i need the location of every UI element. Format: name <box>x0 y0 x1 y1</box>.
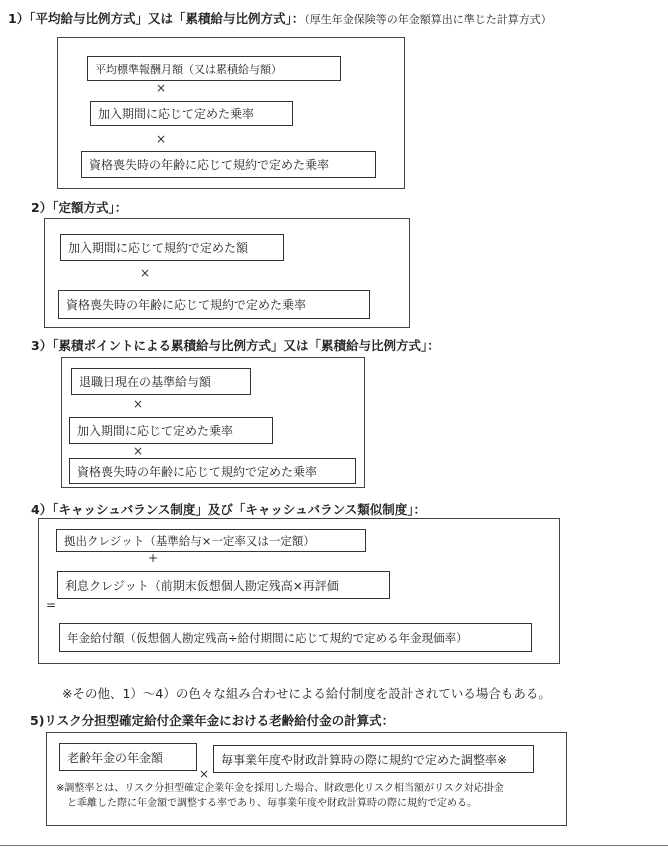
section-3-heading: 3）「累積ポイントによる累積給与比例方式」又は「累積給与比例方式」： <box>31 338 440 353</box>
section-1-heading <box>8 9 552 27</box>
section-3-box-1: 退職日現在の基準給与額 <box>71 368 251 395</box>
section-5-box-1: 老齢年金の年金額 <box>59 743 197 771</box>
multiply-sign: × <box>156 132 167 146</box>
multiply-sign: × <box>156 81 167 95</box>
section-1-box-1: 平均標準報酬月額（又は累積給与額） <box>87 56 341 81</box>
section-1-title: 1）「平均給与比例方式」又は「累積給与比例方式」： <box>8 11 305 26</box>
section-5-heading: 5)リスク分担型確定給付企業年金における老齢給付金の計算式： <box>30 713 395 728</box>
section-2-box-1: 加入期間に応じて規約で定めた額 <box>60 234 284 261</box>
section-1-box-3: 資格喪失時の年齢に応じて規約で定めた乗率 <box>81 151 376 178</box>
remark-text: ※その他、1）～4）の色々な組み合わせによる給付制度を設計されている場合もある。 <box>62 686 551 701</box>
section-1-note: （厚生年金保険等の年金額算出に準じた計算方式） <box>304 13 552 26</box>
multiply-sign: × <box>199 767 210 781</box>
footnote-line-2: と乖離した際に年金額で調整する率であり、毎事業年度や財政計算時の際に規約で定める。 <box>67 798 477 809</box>
section-5-box-2: 毎事業年度や財政計算時の際に規約で定めた調整率※ <box>213 745 534 773</box>
section-2-heading: 2）「定額方式」： <box>31 200 128 215</box>
multiply-sign: × <box>133 444 144 458</box>
section-4-box-2: 利息クレジット（前期末仮想個人勘定残高×再評価 <box>57 571 390 599</box>
section-1-box-2: 加入期間に応じて定めた乗率 <box>90 101 293 126</box>
multiply-sign: × <box>133 397 144 411</box>
page-bottom-rule <box>0 845 668 846</box>
multiply-sign: × <box>140 266 151 280</box>
section-2-box-2: 資格喪失時の年齢に応じて規約で定めた乗率 <box>58 290 370 319</box>
section-4-box-3: 年金給付額（仮想個人勘定残高÷給付期間に応じて規約で定める年金現価率） <box>59 623 532 652</box>
section-3-box-3: 資格喪失時の年齢に応じて規約で定めた乗率 <box>69 458 356 484</box>
section-4-heading: 4）「キャッシュバランス制度」及び「キャッシュバランス類似制度」： <box>31 502 426 517</box>
footnote-line-1: ※調整率とは、リスク分担型確定企業年金を採用した場合、財政悪化リスク相当額がリスク対応掛金 <box>56 783 504 794</box>
section-4-box-1: 拠出クレジット（基準給与×一定率又は一定額） <box>56 529 366 552</box>
plus-sign: + <box>148 551 159 565</box>
section-3-box-2: 加入期間に応じて定めた乗率 <box>69 417 273 444</box>
equals-sign: = <box>46 598 57 612</box>
